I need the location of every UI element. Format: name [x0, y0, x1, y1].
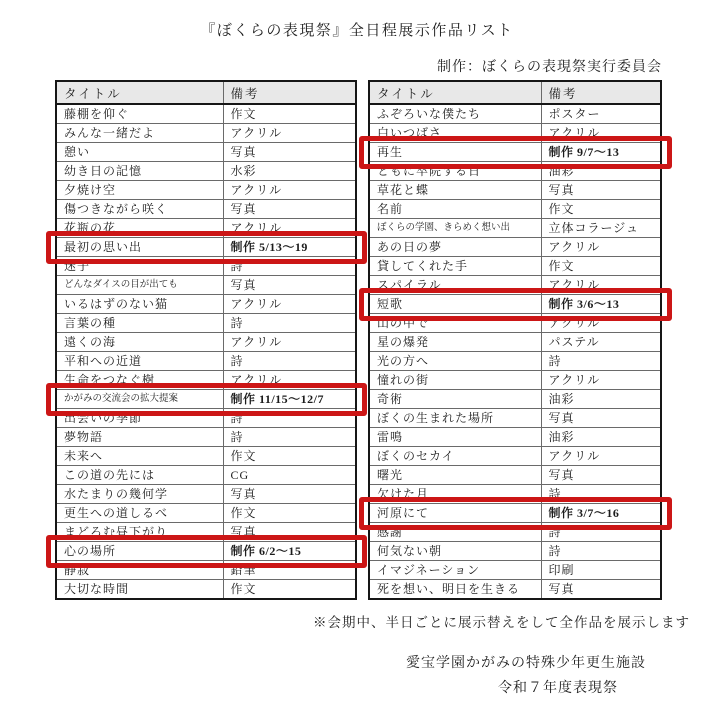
work-note-cell: 油彩 [541, 162, 661, 181]
table-row [56, 276, 356, 295]
table-row [369, 333, 661, 352]
work-note-cell: アクリル [223, 371, 356, 390]
work-note-cell: 写真 [541, 580, 661, 600]
work-note-cell: 制作 3/6〜13 [541, 295, 661, 314]
table-row [369, 561, 661, 580]
works-table-left-body [56, 104, 356, 599]
work-note-cell: 写真 [223, 276, 356, 295]
table-row [56, 390, 356, 409]
work-note-cell: 水彩 [223, 162, 356, 181]
work-title-cell: 幼き日の記憶 [56, 162, 223, 181]
work-note-cell: アクリル [541, 276, 661, 295]
work-title-cell: 生命をつなぐ樹 [56, 371, 223, 390]
credit-line: 制作：ぼくらの表現祭実行委員会 [437, 60, 662, 75]
work-note-cell: 写真 [223, 523, 356, 542]
work-note-cell: 印刷 [541, 561, 661, 580]
table-row [56, 181, 356, 200]
work-note-cell: 写真 [541, 181, 661, 200]
col-header-title: タイトル [369, 81, 541, 104]
col-header-note: 備考 [223, 81, 356, 104]
work-note-cell: 作文 [541, 257, 661, 276]
table-row [369, 352, 661, 371]
work-title-cell: 短歌 [369, 295, 541, 314]
work-title-cell: ぼくのセカイ [369, 447, 541, 466]
table-row [56, 447, 356, 466]
work-title-cell: 平和への近道 [56, 352, 223, 371]
table-row [56, 352, 356, 371]
work-note-cell: 詩 [223, 428, 356, 447]
table-row [56, 219, 356, 238]
work-title-cell: 憩い [56, 143, 223, 162]
work-title-cell: 傷つきながら咲く [56, 200, 223, 219]
work-title-cell: 最初の思い出 [56, 238, 223, 257]
work-title-cell: まどろむ昼下がり [56, 523, 223, 542]
work-title-cell: 光の方へ [369, 352, 541, 371]
table-row [369, 124, 661, 143]
table-row [56, 504, 356, 523]
work-note-cell: パステル [541, 333, 661, 352]
work-note-cell: アクリル [541, 124, 661, 143]
work-note-cell: アクリル [541, 371, 661, 390]
table-row [56, 542, 356, 561]
work-title-cell: 花瓶の花 [56, 219, 223, 238]
header-row [369, 81, 661, 104]
work-note-cell: 立体コラージュ [541, 219, 661, 238]
work-title-cell: 水たまりの幾何学 [56, 485, 223, 504]
work-note-cell: アクリル [223, 295, 356, 314]
work-title-cell: 更生への道しるべ [56, 504, 223, 523]
work-title-cell: 言葉の種 [56, 314, 223, 333]
table-row [369, 542, 661, 561]
table-row [369, 371, 661, 390]
work-note-cell: 制作 9/7〜13 [541, 143, 661, 162]
table-row [369, 295, 661, 314]
table-row [369, 181, 661, 200]
work-title-cell: 再生 [369, 143, 541, 162]
work-note-cell: 詩 [223, 314, 356, 333]
table-row [369, 276, 661, 295]
table-row [56, 428, 356, 447]
work-title-cell: 山の中で [369, 314, 541, 333]
work-note-cell: CG [223, 466, 356, 485]
work-title-cell: 欠けた月 [369, 485, 541, 504]
footer-event-year: 令和７年度表現祭 [498, 681, 618, 696]
work-title-cell: 白いつばさ [369, 124, 541, 143]
work-note-cell: 作文 [223, 104, 356, 124]
table-row [56, 580, 356, 600]
work-note-cell: 詩 [223, 257, 356, 276]
work-note-cell: アクリル [223, 181, 356, 200]
table-row [56, 143, 356, 162]
work-note-cell: 作文 [223, 447, 356, 466]
footnote: ※会期中、半日ごとに展示替えをして全作品を展示します [313, 615, 690, 630]
work-title-cell: かがみの交流会の拡大提案 [56, 390, 223, 409]
table-row [56, 523, 356, 542]
work-note-cell: 写真 [541, 409, 661, 428]
works-table-right-body [369, 104, 661, 599]
works-table-left [55, 80, 357, 600]
work-title-cell: 何気ない朝 [369, 542, 541, 561]
footer-block [406, 651, 646, 701]
work-title-cell: 河原にて [369, 504, 541, 523]
work-title-cell: 死を想い、明日を生きる [369, 580, 541, 600]
table-row [369, 466, 661, 485]
work-note-cell: 詩 [223, 409, 356, 428]
work-note-cell: アクリル [223, 219, 356, 238]
table-row [369, 390, 661, 409]
table-row [56, 333, 356, 352]
work-note-cell: 詩 [223, 352, 356, 371]
table-row [369, 504, 661, 523]
work-note-cell: 制作 3/7〜16 [541, 504, 661, 523]
work-title-cell: 感謝 [369, 523, 541, 542]
work-title-cell: イマジネーション [369, 561, 541, 580]
table-row [369, 485, 661, 504]
page-title: 『ぼくらの表現祭』全日程展示作品リスト [200, 23, 514, 39]
work-title-cell: スパイラル [369, 276, 541, 295]
work-note-cell: アクリル [541, 238, 661, 257]
table-row [369, 409, 661, 428]
table-row [56, 314, 356, 333]
table-row [56, 409, 356, 428]
work-title-cell: 出会いの季節 [56, 409, 223, 428]
work-title-cell: 遠くの海 [56, 333, 223, 352]
work-note-cell: 詩 [541, 542, 661, 561]
col-header-note: 備考 [541, 81, 661, 104]
work-title-cell: いるはずのない猫 [56, 295, 223, 314]
col-header-title: タイトル [56, 81, 223, 104]
table-row [369, 200, 661, 219]
work-note-cell: 写真 [223, 200, 356, 219]
table-row [369, 162, 661, 181]
work-title-cell: ぼくらの学園、きらめく想い出 [369, 219, 541, 238]
table-row [369, 447, 661, 466]
work-title-cell: ふぞろいな僕たち [369, 104, 541, 124]
work-note-cell: 油彩 [541, 428, 661, 447]
work-title-cell: 奇術 [369, 390, 541, 409]
work-note-cell: 写真 [541, 466, 661, 485]
work-note-cell: 作文 [223, 504, 356, 523]
work-note-cell: 制作 5/13〜19 [223, 238, 356, 257]
work-title-cell: 貸してくれた手 [369, 257, 541, 276]
work-title-cell: 夢物語 [56, 428, 223, 447]
table-row [369, 428, 661, 447]
work-note-cell: アクリル [223, 124, 356, 143]
work-title-cell: 静寂 [56, 561, 223, 580]
table-row [56, 200, 356, 219]
work-title-cell: この道の先には [56, 466, 223, 485]
work-title-cell: 夕焼け空 [56, 181, 223, 200]
table-row [369, 143, 661, 162]
table-row [369, 219, 661, 238]
footer-organization: 愛宝学園かがみの特殊少年更生施設 [406, 656, 646, 671]
work-note-cell: 鉛筆 [223, 561, 356, 580]
work-note-cell: 写真 [223, 143, 356, 162]
work-title-cell: あの日の夢 [369, 238, 541, 257]
work-note-cell: 作文 [541, 200, 661, 219]
table-row [56, 124, 356, 143]
work-title-cell: 迷子 [56, 257, 223, 276]
table-row [369, 104, 661, 124]
work-title-cell: 憧れの街 [369, 371, 541, 390]
work-note-cell: アクリル [223, 333, 356, 352]
table-row [56, 104, 356, 124]
table-row [56, 561, 356, 580]
work-title-cell: 藤棚を仰ぐ [56, 104, 223, 124]
table-row [56, 257, 356, 276]
table-row [369, 314, 661, 333]
work-note-cell: 詩 [541, 352, 661, 371]
header-row [56, 81, 356, 104]
work-title-cell: 名前 [369, 200, 541, 219]
work-note-cell: 制作 6/2〜15 [223, 542, 356, 561]
work-note-cell: アクリル [541, 314, 661, 333]
work-note-cell: 油彩 [541, 390, 661, 409]
table-row [56, 371, 356, 390]
table-row [369, 257, 661, 276]
work-note-cell: アクリル [541, 447, 661, 466]
work-title-cell: ともに卒院する日 [369, 162, 541, 181]
works-table-right [368, 80, 662, 600]
work-title-cell: 心の場所 [56, 542, 223, 561]
table-row [369, 523, 661, 542]
work-title-cell: 草花と蝶 [369, 181, 541, 200]
table-row [56, 238, 356, 257]
work-note-cell: 作文 [223, 580, 356, 600]
table-row [369, 580, 661, 600]
work-note-cell: 詩 [541, 523, 661, 542]
work-title-cell: 雷鳴 [369, 428, 541, 447]
table-row [369, 238, 661, 257]
work-title-cell: どんなダイスの目が出ても [56, 276, 223, 295]
work-note-cell: 制作 11/15〜12/7 [223, 390, 356, 409]
work-title-cell: ぼくの生まれた場所 [369, 409, 541, 428]
table-row [56, 485, 356, 504]
work-note-cell: 詩 [541, 485, 661, 504]
work-title-cell: 未来へ [56, 447, 223, 466]
table-row [56, 295, 356, 314]
work-title-cell: みんな一緒だよ [56, 124, 223, 143]
table-row [56, 466, 356, 485]
work-title-cell: 大切な時間 [56, 580, 223, 600]
work-title-cell: 星の爆発 [369, 333, 541, 352]
table-row [56, 162, 356, 181]
work-note-cell: ポスター [541, 104, 661, 124]
work-note-cell: 写真 [223, 485, 356, 504]
work-title-cell: 曙光 [369, 466, 541, 485]
